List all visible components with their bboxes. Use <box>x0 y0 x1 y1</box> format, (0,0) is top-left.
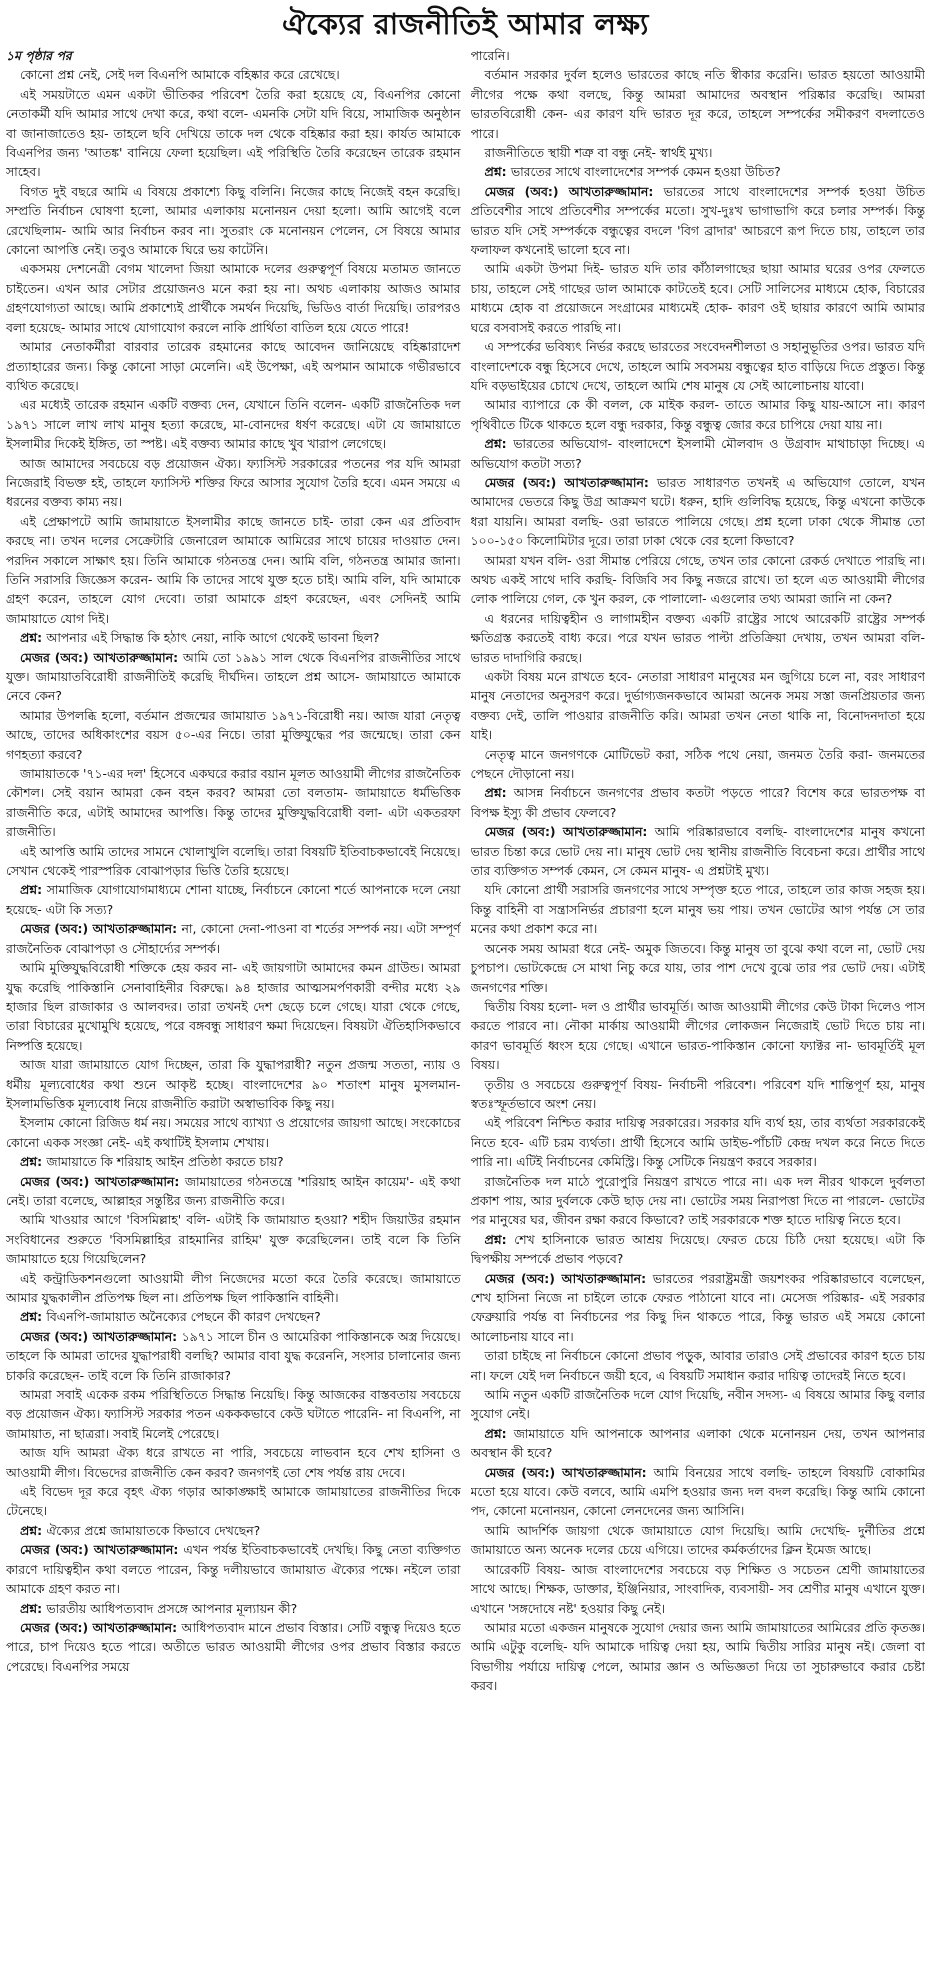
speaker-name: মেজর (অব:) আখতারুজ্জামান <box>484 824 643 840</box>
body-paragraph: আমার মতো একজন মানুষকে সুযোগ দেয়ার জন্য আমি জামায়াতের আমিরের প্রতি কৃতজ্ঞ। আমি এটুকু বলেছি- যদি আমাকে দায়িত্ব দেয়া হয়, আমি দ্বিতীয় সারির মানুষ নই। জেলা বা বিভাগীয় পর্যায়ে দায়িত্ব পেলে, আমার জ্ঞান ও অভিজ্ঞতা দিয়ে তা সুচারুভাবে করার চেষ্টা করব। <box>470 1619 925 1694</box>
body-paragraph: এর মধ্যেই তারেক রহমান একটি বক্তব্য দেন, যেখানে তিনি বলেন- একটি রাজনৈতিক দল ১৯৭১ সালে লাখ লাখ মানুষ হত্যা করেছে, মা-বোনদের ধর্ষণ করেছে। এটা যে জামায়াতে ইসলামীর দিকেই ইঙ্গিত, তা স্পষ্ট। এই বক্তব্য আমার কাছে খুব খারাপ লেগেছে। <box>6 397 461 452</box>
body-paragraph: আজ আমাদের সবচেয়ে বড় প্রয়োজন ঐক্য। ফ্যাসিস্ট সরকারের পতনের পর যদি আমরা নিজেরাই বিভক্ত হই, তাহলে ফ্যাসিস্ট শক্তির ফিরে আসার সুযোগ তৈরি হবে। এমন সময়ে এ ধরনের বক্তব্য কাম্য নয়। <box>6 455 461 510</box>
question-label: প্রশ্ন <box>484 164 502 180</box>
body-paragraph: এই কন্ট্রাডিকশনগুলো আওয়ামী লীগ নিজেদের মতো করে তৈরি করেছে। জামায়াতে আমার যুদ্ধকালীন প্রতিপক্ষ ছিল না। প্রতিপক্ষ ছিল পাকিস্তানি বাহিনী। <box>6 1270 461 1305</box>
interview-question <box>471 1424 926 1463</box>
speaker-colon: : <box>173 1542 184 1558</box>
body-paragraph: আমি আদর্শিক জায়গা থেকে জামায়াতে যোগ দিয়েছি। আমি দেখেছি- দুর্নীতির প্রশ্নে জামায়াতে অন্য অনেক দলের চেয়ে এগিয়ে। তাদের কর্মকর্তাদের ক্লিন ইমেজ আছে। <box>470 1522 925 1558</box>
speaker-colon: : <box>173 649 183 665</box>
interview-answer <box>471 182 926 260</box>
interview-question <box>471 434 926 473</box>
interview-question <box>6 1307 461 1326</box>
question-text: সামাজিক যোগাযোগমাধ্যমে শোনা যাচ্ছে, নির্বাচনে কোনো শর্তে আপনাকে দলে নেয়া হয়েছে- এটা কি সত্য? <box>6 882 461 917</box>
answer-text: আমি তো ১৯৯১ সাল থেকে বিএনপির রাজনীতির সাথে যুক্ত। জামায়াতবিরোধী রাজনীতিই করেছি দীর্ঘদিন। তাহলে প্রশ্ন আসে- জামায়াতে আমাকে নেবে কেন? <box>6 649 461 704</box>
body-paragraph: আজ যারা জামায়াতে যোগ দিচ্ছেন, তারা কি যুদ্ধাপরাধী? নতুন প্রজন্ম সততা, ন্যায় ও ধর্মীয় মূল্যবোধের কথা শুনে আকৃষ্ট হচ্ছে। বাংলাদেশের ৯০ শতাংশ মানুষ মুসলমান- ইসলামভিত্তিক মূল্যবোধ নিয়ে রাজনীতি করাটা অস্বাভাবিক কিছু নয়। <box>6 1057 461 1111</box>
body-paragraph: দ্বিতীয় বিষয় হলো- দল ও প্রার্থীর ভাবমূর্তি। আজ আওয়ামী লীগের কেউ টাকা দিলেও পাস করতে পারবে না। নৌকা মার্কায় আওয়ামী লীগের লোকজন নিজেরাই ভোট দিতে চায় না। কারণ ভাবমূর্তি ধ্বংস হয়ে গেছে। এখানে ভারত-পাকিস্তান কোনো ফ্যাক্টর না- ভাবমূর্তিই মূল বিষয়। <box>470 998 925 1073</box>
interview-answer <box>6 919 461 958</box>
speaker-name: মেজর (অব:) আখতারুজ্জামান <box>484 1464 642 1480</box>
question-label: প্রশ্ন <box>20 882 38 898</box>
question-label: প্রশ্ন <box>20 630 38 646</box>
answer-text: ভারতের পররাষ্ট্রমন্ত্রী জয়শংকর পরিষ্কারভাবে বলেছেন, শেখ হাসিনা নিজে না চাইলে তাকে ফেরত পাঠানো যাবে না। মেসেজ পরিষ্কার- এই সরকার ফেব্রুয়ারি পর্যন্ত বা নির্বাচনের পর কিছু দিন থাকতে পারে, কিন্তু ভারত এই সময়ে কোনো আলোচনায় যাবে না। <box>470 1270 925 1344</box>
speaker-colon: : <box>641 1270 653 1286</box>
body-paragraph: একটা বিষয় মনে রাখতে হবে- নেতারা সাধারণ মানুষের মন জুগিয়ে চলে না, বরং সাধারণ মানুষ নেতাদের অনুসরণ করে। দুর্ভাগ্যজনকভাবে আমরা অনেক সময় সস্তা জনপ্রিয়তার জন্য বক্তব্য দেই, তালি পাওয়ার রাজনীতি করি। আমরা তখন নেতা থাকি না, বিনোদনদাতা হয়ে যাই। <box>470 669 925 743</box>
body-paragraph: আমি একটা উপমা দিই- ভারত যদি তার কাঁঠালগাছের ছায়া আমার ঘরের ওপর ফেলতে চায়, তাহলে সেই গাছের ডাল আমাকে কাটতেই হবে। সেটি সালিসের মাধ্যমে হোক, বিচারের মাধ্যমে হোক বা প্রয়োজনে সংগ্রামের মাধ্যমেই হোক- কারণ ওই ছায়ার কারণে আমি আমার ঘরে বসবাসই করতে পারছি না। <box>470 261 925 335</box>
question-text: ভারতের অভিযোগ- বাংলাদেশে ইসলামী মৌলবাদ ও উগ্রবাদ মাথাচাড়া দিচ্ছে। এ অভিযোগ কতটা সত্য? <box>470 436 925 471</box>
body-paragraph: এ সম্পর্কের ভবিষ্যৎ নির্ভর করছে ভারতের সংবেদনশীলতা ও সহানুভূতির ওপর। ভারত যদি বাংলাদেশকে বন্ধু হিসেবে দেখে, তাহলে আমি সবসময় বন্ধুত্বের হাত বাড়িয়ে দিতে প্রস্তুত। কিন্তু যদি বড়ভাইয়ের চোখে দেখে, তাহলে আমি শেষ মানুষ যে সেই আলোচনায় যাবো। <box>470 339 925 393</box>
interview-answer <box>6 648 461 706</box>
body-paragraph: আমি খাওয়ার আগে 'বিসমিল্লাহ' বলি- এটাই কি জামায়াত হওয়া? শহীদ জিয়াউর রহমান সংবিধানের শুরুতে 'বিসমিল্লাহির রাহমানির রাহিম' যুক্ত করেছিলেন। তাই বলে কি তিনি জামায়াতে হয়ে গিয়েছিলেন? <box>6 1212 461 1267</box>
body-paragraph: এ ধরনের দায়িত্বহীন ও লাগামহীন বক্তব্য একটি রাষ্ট্রের সাথে আরেকটি রাষ্ট্রের সম্পর্ক ক্ষতিগ্রস্ত করতেই বাধ্য করে। পরে যখন ভারত পাল্টা প্রতিক্রিয়া দেখায়, তখন আমরা বলি- ভারত দাদাগিরি করছে। <box>470 610 925 665</box>
body-paragraph: যদি কোনো প্রার্থী সরাসরি জনগণের সাথে সম্পৃক্ত হতে পারে, তাহলে তার কাজ সহজ হয়। কিন্তু বাহিনী বা সন্ত্রাসনির্ভর প্রচারণা হলে মানুষ ভয় পায়। তখন ভোটের আগ পর্যন্ত সে তার মনের কথা প্রকাশ করে না। <box>470 882 925 937</box>
body-paragraph: বর্তমান সরকার দুর্বল হলেও ভারতের কাছে নতি স্বীকার করেনি। ভারত হয়তো আওয়ামী লীগের পক্ষে কথা বলছে, কিন্তু আমরা আমাদের অবস্থান পরিষ্কার করেছি। আমরা ভারতবিরোধী কেন- এর কারণ যদি ভারত দূর করে, তাহলে সম্পর্কের সমীকরণ বদলাতেও পারে। <box>470 67 925 141</box>
speaker-name: মেজর (অব:) আখতারুজ্জামান <box>20 649 174 665</box>
interview-answer <box>471 1463 926 1521</box>
body-paragraph: আজ যদি আমরা ঐক্য ধরে রাখতে না পারি, সবচেয়ে লাভবান হবে শেখ হাসিনা ও আওয়ামী লীগ। বিভেদের রাজনীতি কেন করব? জনগণই তো শেষ পর্যন্ত রায় দেবে। <box>6 1445 461 1480</box>
speaker-colon: : <box>172 921 182 937</box>
body-paragraph: পারেনি। <box>470 48 510 63</box>
interview-answer <box>471 822 926 880</box>
body-paragraph: জামায়াতকে '৭১-এর দল' হিসেবে একঘরে করার বয়ান মূলত আওয়ামী লীগের রাজনৈতিক কৌশল। সেই বয়ান আমরা কেন বহন করব? আমরা তো বলতাম- জামায়াতে ধর্মভিত্তিক রাজনীতি করে, এটাই আমাদের আপত্তি। কিন্তু তাদের মুক্তিযুদ্ধবিরোধী বলা- এটা একতরফা রাজনীতি। <box>6 766 461 840</box>
body-paragraph: রাজনৈতিক দল মাঠে পুরোপুরি নিয়ন্ত্রণ রাখতে পারে না। এক দল নীরব থাকলে দুর্বলতা প্রকাশ পায়, আর দুর্বলকে কেউ ছাড় দেয় না। ভোটের সময় নিরাপত্তা দিতে না পারলে- ভোটের পর মানুষের ঘর, জীবন রক্ষা করবে কিভাবে? তাই সরকারকে শক্ত হাতে দায়িত্ব নিতে হবে। <box>470 1173 925 1228</box>
question-colon: : <box>501 1425 514 1441</box>
speaker-name: মেজর (অব:) আখতারুজ্জামান <box>20 1619 173 1635</box>
speaker-colon: : <box>643 474 657 490</box>
question-label: প্রশ্ন <box>20 1600 38 1616</box>
body-paragraph: ইসলাম কোনো রিজিড ধর্ম নয়। সময়ের সাথে ব্যাখ্যা ও প্রয়োগের জায়গা আছে। সংকোচের কোনো একক সংজ্ঞা নেই- এই কথাটিই ইসলাম শেখায়। <box>6 1115 461 1150</box>
answer-text: আমি বিনয়ের সাথে বলছি- তাহলে বিষয়টি বোকামির মতো হয়ে যাবে। কেউ বলবে, আমি এমপি হওয়ার জন্য দল বদল করেছি। কিন্তু আমি কোনো পদ, কোনো মনোনয়ন, কোনো লেনদেনের জন্য আসিনি। <box>470 1464 925 1519</box>
question-text: আপনার এই সিদ্ধান্ত কি হঠাৎ নেয়া, নাকি আগে থেকেই ভাবনা ছিল? <box>46 630 380 646</box>
question-colon: : <box>37 1309 47 1325</box>
question-text: জামায়াতে যদি আপনাকে আপনার এলাকা থেকে মনোনয়ন দেয়, তখন আপনার অবস্থান কী হবে? <box>470 1425 925 1461</box>
question-text: ভারতের সাথে বাংলাদেশের সম্পর্ক কেমন হওয়া উচিত? <box>510 164 781 180</box>
answer-text: আধিপত্যবাদ মানে প্রভাব বিস্তার। সেটি বন্ধুত্ব দিয়েও হতে পারে, চাপ দিয়েও হতে পারে। অতীতে ভারত আওয়ামী লীগের ওপর প্রভাব বিস্তার করতে পেরেছে। বিএনপির সময়ে <box>6 1619 461 1674</box>
question-label: প্রশ্ন <box>484 1231 502 1247</box>
interview-question <box>471 1230 926 1269</box>
body-paragraph: এই আপত্তি আমি তাদের সামনে খোলাখুলি বলেছি। তারা বিষয়টি ইতিবাচকভাবেই নিয়েছে। সেখান থেকেই পারস্পরিক বোঝাপড়ার ভিত্তি তৈরি হয়েছে। <box>6 843 461 879</box>
body-paragraph: অনেক সময় আমরা ধরে নেই- অমুক জিতবে। কিন্তু মানুষ তা বুঝে কথা বলে না, ভোট দেয় চুপচাপ। ভোটকেন্দ্রে সে মাথা নিচু করে যায়, তার পাশ দেখে বুঝে তার পর ভোট দেয়। এটাই জনগণের শক্তি। <box>470 940 925 995</box>
speaker-colon: : <box>172 1328 182 1344</box>
interview-question <box>6 1521 461 1540</box>
body-paragraph: এই সময়টাতে এমন একটা ভীতিকর পরিবেশ তৈরি করা হয়েছে যে, বিএনপির কোনো নেতাকর্মী যদি আমার সাথে দেখা করে, কথা বলে- এমনকি সেটা যদি বিয়ে, সামাজিক অনুষ্ঠান বা জানাজাতেও হয়- তাহলে ছবি দেখিয়ে তাকে দল থেকে বহিষ্কার করা হয়। কার্যত আমাকে বিএনপির জন্য 'আতঙ্ক' বানিয়ে ফেলা হয়েছিল। এই পরিস্থিতি তৈরি করেছেন তারেক রহমান সাহেব। <box>6 86 461 180</box>
question-text: ভারতীয় আধিপত্যবাদ প্রসঙ্গে আপনার মূল্যায়ন কী? <box>46 1600 298 1616</box>
speaker-colon: : <box>642 824 655 840</box>
question-text: ঐক্যের প্রশ্নে জামায়াতকে কিভাবে দেখছেন? <box>46 1522 261 1538</box>
jump-label: ১ম পৃষ্ঠার পর <box>6 48 72 63</box>
question-label: প্রশ্ন <box>484 1425 502 1441</box>
body-paragraph: এই প্রেক্ষাপটে আমি জামায়াতে ইসলামীর কাছে জানতে চাই- তারা কেন এর প্রতিবাদ করছে না। তখন দলের সেক্রেটারি জেনারেল আমাকে আমিরের সাথে চায়ের দাওয়াত দেন। পরদিন সকালে সাক্ষাৎ হয়। তিনি আমাকে গঠনতন্ত্র দেন। আমি বলি, গঠনতন্ত্র আমার জানা। তিনি সরাসরি জিজ্ঞেস করেন- আমি কি তাদের সাথে যুক্ত হতে চাই। আমি বলি, যদি আমাকে গ্রহণ করেন, তাহলে যোগ দেবো। তারা আমাকে গ্রহণ করেছেন, এবং সেদিনই আমি জামায়াতে যোগ দিই। <box>6 513 461 626</box>
speaker-colon: : <box>172 1619 182 1635</box>
body-paragraph: তৃতীয় ও সবচেয়ে গুরুত্বপূর্ণ বিষয়- নির্বাচনী পরিবেশ। পরিবেশ যদি শান্তিপূর্ণ হয়, মানুষ স্বতঃস্ফূর্তভাবে অংশ নেয়। <box>470 1076 925 1111</box>
body-paragraph: আমি মুক্তিযুদ্ধবিরোধী শক্তিকে হেয় করব না- এই জায়গাটা আমাদের কমন গ্রাউন্ড। আমরা যুদ্ধ করেছি পাকিস্তানি সেনাবাহিনীর বিরুদ্ধে। ৯৪ হাজার আত্মসমর্পণকারী বন্দীর মধ্যে ২৯ হাজার ছিল রাজাকার ও আলবদর। তারা তখনই দেশ ছেড়ে চলে গেছে। যারা থেকে গেছে, তারা বিচারের মুখোমুখি হয়েছে, পরে বঙ্গবন্ধু সাধারণ ক্ষমা দিয়েছেন। বিষয়টা ঐতিহাসিকভাবে নিষ্পত্তি হয়েছে। <box>6 960 461 1053</box>
interview-answer <box>6 1540 461 1598</box>
body-paragraph: বিগত দুই বছরে আমি এ বিষয়ে প্রকাশ্যে কিছু বলিনি। নিজের কাছে নিজেই বহন করেছি। সম্প্রতি নির্বাচন ঘোষণা হলো, আমার এলাকায় মনোনয়ন দেয়া হলো। আমি আগেই বলে রেখেছিলাম- আমি আর নির্বাচন করব না। সুতরাং কে মনোনয়ন পেলেন, সে বিষয়ে আমার কোনো আপত্তি নেই। তবুও আমাকে ঘিরে ভয় কাটেনি। <box>6 183 461 258</box>
interview-question <box>6 1152 461 1171</box>
body-paragraph: রাজনীতিতে স্থায়ী শত্রু বা বন্ধু নেই- স্বার্থই মুখ্য। <box>484 145 713 161</box>
interview-answer <box>6 1618 461 1676</box>
question-text: শেখ হাসিনাকে ভারত আশ্রয় দিয়েছে। ফেরত চেয়ে চিঠি দেয়া হয়েছে। এটা কি দ্বিপক্ষীয় সম্পর্কে প্রভাব পড়বে? <box>470 1231 925 1267</box>
speaker-colon: : <box>641 1464 654 1480</box>
right-column <box>471 46 926 1951</box>
answer-text: এখন পর্যন্ত ইতিবাচকভাবেই দেখছি। কিছু নেতা ব্যক্তিগত কারণে দায়িত্বহীন কথা বলতে পারেন, কিন্তু দলীয়ভাবে জামায়াত ঐক্যের পক্ষে। নইলে তারা আমাকে গ্রহণ করত না। <box>6 1542 461 1597</box>
question-colon: : <box>501 1231 515 1247</box>
interview-question <box>6 1599 461 1618</box>
question-colon: : <box>501 164 511 180</box>
question-colon: : <box>37 1522 47 1538</box>
body-paragraph: এই পরিবেশ নিশ্চিত করার দায়িত্ব সরকারের। সরকার যদি ব্যর্থ হয়, তার ব্যর্থতা সরকারকেই নিতে হবে- এটি চরম ব্যর্থতা। প্রার্থী হিসেবে আমি ডাইভ-পাঁচটি কেন্দ্র দখল করে নিতে দিতে পারি না। এটিই নির্বাচনের কেমিস্ট্রি। কিন্তু সেটিকে নিয়ন্ত্রণ করবে সরকার। <box>470 1115 925 1170</box>
left-column <box>6 46 461 1951</box>
interview-answer <box>471 473 926 551</box>
question-colon: : <box>37 882 47 898</box>
speaker-name: মেজর (অব:) আখতারুজ্জামান <box>484 183 649 199</box>
question-colon: : <box>37 1600 47 1616</box>
speaker-name: মেজর (অব:) আখতারুজ্জামান <box>20 1173 175 1189</box>
interview-answer <box>6 1172 461 1211</box>
body-paragraph: আরেকটি বিষয়- আজ বাংলাদেশের সবচেয়ে বড় শিক্ষিত ও সচেতন শ্রেণী জামায়াতের সাথে আছে। শিক্ষক, ডাক্তার, ইঞ্জিনিয়ার, সাংবাদিক, ব্যবসায়ী- সব শ্রেণীর মানুষ এখানে যুক্ত। এখানে 'সঙ্গদোষে নষ্ট' হওয়ার কিছু নেই। <box>470 1561 925 1616</box>
question-colon: : <box>501 785 514 801</box>
body-paragraph: আমরা সবাই একেক রকম পরিস্থিতিতে সিদ্ধান্ত নিয়েছি। কিন্তু আজকের বাস্তবতায় সবচেয়ে বড় প্রয়োজন ঐক্য। ফ্যাসিস্ট সরকার পতন একককভাবে কেউ ঘটাতে পারেনি- না বিএনপি, না জামায়াত, না ছাত্ররা। সবাই মিলেই পেরেছে। <box>6 1387 461 1441</box>
body-paragraph: কোনো প্রশ্ন নেই, সেই দল বিএনপি আমাকে বহিষ্কার করে রেখেছে। <box>20 67 340 83</box>
question-label: প্রশ্ন <box>484 785 502 801</box>
interview-question <box>471 783 926 822</box>
answer-text: ভারতের সাথে বাংলাদেশের সম্পর্ক হওয়া উচিত প্রতিবেশীর সাথে প্রতিবেশীর সম্পর্কের মতো। সুখ-দুঃখ ভাগাভাগি করে চলার সম্পর্ক। কিন্তু ভারত যদি সেই সম্পর্ককে বন্ধুত্বের বদলে 'বিগ ব্রাদার' আচরণে রূপ দিতে চায়, তাহলে তার ফলাফল কখনোই ভালো হবে না। <box>470 183 925 258</box>
body-paragraph: আমার উপলব্ধি হলো, বর্তমান প্রজন্মের জামায়াত ১৯৭১-বিরোধী নয়। আজ যারা নেতৃত্ব আছে, তাদের অধিকাংশের বয়স ৫০-এর নিচে। তারা মুক্তিযুদ্ধের পর জন্মেছে। তারা কেন গণহত্যা করবে? <box>6 707 461 762</box>
speaker-name: মেজর (অব:) আখতারুজ্জামান <box>484 1270 642 1286</box>
question-text: আসন্ন নির্বাচনে জনগণের প্রভাব কতটা পড়তে পারে? বিশেষ করে ভারতপক্ষ বা বিপক্ষ ইস্যু কী প্রভাব ফেলবে? <box>470 785 925 820</box>
body-paragraph: নেতৃত্ব মানে জনগণকে মোটিভেট করা, সঠিক পথে নেয়া, জনমত তৈরি করা- জনমতের পেছনে দৌড়ানো নয়। <box>470 746 925 782</box>
interview-answer <box>6 1327 461 1385</box>
question-text: বিএনপি-জামায়াত অনৈক্যের পেছনে কী কারণ দেখছেন? <box>46 1309 321 1325</box>
speaker-colon: : <box>174 1173 185 1189</box>
question-label: প্রশ্ন <box>20 1309 38 1325</box>
speaker-name: মেজর (অব:) আখতারুজ্জামান <box>484 474 644 490</box>
question-text: জামায়াতে কি শরিয়াহ আইন প্রতিষ্ঠা করতে চায়? <box>46 1154 284 1170</box>
body-paragraph: আমার নেতাকর্মীরা বারবার তারেক রহমানের কাছে আবেদন জানিয়েছে বহিষ্কারাদেশ প্রত্যাহারের জন্য। কিন্তু কোনো সাড়া মেলেনি। এই উপেক্ষা, এই অপমান আমাকে গভীরভাবে ব্যথিত করেছে। <box>6 339 461 393</box>
interview-question <box>471 162 926 181</box>
question-label: প্রশ্ন <box>20 1154 38 1170</box>
speaker-name: মেজর (অব:) আখতারুজ্জামান <box>20 1542 174 1558</box>
body-paragraph: আমি নতুন একটি রাজনৈতিক দলে যোগ দিয়েছি, নবীন সদস্য- এ বিষয়ে আমার কিছু বলার সুযোগ নেই। <box>470 1387 925 1422</box>
interview-question <box>6 628 461 647</box>
answer-text: আমি পরিষ্কারভাবে বলছি- বাংলাদেশের মানুষ কখনো ভারত চিন্তা করে ভোট দেয় না। মানুষ ভোট দেয় স্থানীয় রাজনীতি বিবেচনা করে। প্রার্থীর সাথে তার ব্যক্তিগত সম্পর্ক কেমন, সে কেমন মানুষ- এ প্রশ্নটাই মুখ্য। <box>470 824 925 879</box>
interview-answer <box>471 1269 926 1347</box>
interview-question <box>6 880 461 919</box>
article-columns <box>6 46 925 1951</box>
question-colon: : <box>37 1154 47 1170</box>
body-paragraph: এই বিভেদ দূর করে বৃহৎ ঐক্য গড়ার আকাঙ্ক্ষাই আমাকে জামায়াতের রাজনীতির দিকে টেনেছে। <box>6 1484 461 1519</box>
answer-text: জামায়াতের গঠনতন্ত্রে 'শরিয়াহ আইন কায়েম'- এই কথা নেই। তারা বলেছে, আল্লাহর সন্তুষ্টির জন্য রাজনীতি করে। <box>6 1173 461 1208</box>
speaker-name: মেজর (অব:) আখতারুজ্জামান <box>20 921 173 937</box>
question-colon: : <box>501 436 514 452</box>
answer-text: ভারত সাধারণত তখনই এ অভিযোগ তোলে, যখন আমাদের ভেতরে কিছু উগ্র আক্রমণ ঘটে। ধরুন, হাদি গুলিবিদ্ধ হয়েছে, কিন্তু এখনো কাউকে ধরা যায়নি। আমরা বলছি- ওরা ভারতে পালিয়ে গেছে। প্রশ্ন হলো ঢাকা থেকে সীমান্ত তো ১০০-১৫০ কিলোমিটার দূরে। তারা ঢাকা থেকে বের হলো কিভাবে? <box>470 474 925 549</box>
question-label: প্রশ্ন <box>484 436 502 452</box>
question-label: প্রশ্ন <box>20 1522 38 1538</box>
body-paragraph: আমার ব্যাপারে কে কী বলল, কে মাইক করল- তাতে আমার কিছু যায়-আসে না। কারণ পৃথিবীতে টিকে থাকতে হলে বন্ধু দরকার, কিন্তু বন্ধুত্ব জোর করে চাপিয়ে দেয়া যায় না। <box>470 397 925 432</box>
body-paragraph: আমরা যখন বলি- ওরা সীমান্ত পেরিয়ে গেছে, তখন তার কোনো রেকর্ড দেখাতে পারছি না। অথচ একই সাথে দাবি করছি- বিজিবি সব কিছু নজরে রাখে। তা হলে এত আওয়ামী লীগের লোক পালিয়ে গেল, কে খুন করল, কে পালালো- এগুলোর তথ্য আমরা জানি না কেন? <box>470 552 925 607</box>
answer-text: ১৯৭১ সালে চীন ও আমেরিকা পাকিস্তানকে অস্ত্র দিয়েছে। তাহলে কি আমরা তাদের যুদ্ধাপরাধী বলছি? আমার বাবা যুদ্ধ করেননি, সংসার চালানোর জন্য চাকরি করেছেন- তাই বলে কি তিনি রাজাকার? <box>6 1328 461 1383</box>
speaker-colon: : <box>648 183 664 199</box>
answer-text: না, কোনো দেনা-পাওনা বা শর্তের সম্পর্ক নয়। এটা সম্পূর্ণ রাজনৈতিক বোঝাপড়া ও সৌহার্দ্যের সম্পর্ক। <box>6 921 461 956</box>
headline: ঐক্যের রাজনীতিই আমার লক্ষ্য <box>282 7 649 41</box>
speaker-name: মেজর (অব:) আখতারুজ্জামান <box>20 1328 173 1344</box>
body-paragraph: একসময় দেশনেত্রী বেগম খালেদা জিয়া আমাকে দলের গুরুত্বপূর্ণ বিষয়ে মতামত জানতে চাইতেন। এখন আর সেটার প্রয়োজনও মনে করা হয় না। অথচ এলাকায় আজও আমার গ্রহণযোগ্যতা আছে। আমি প্রকাশ্যেই প্রার্থীকে সমর্থন দিয়েছি, ভিডিও বার্তা দিয়েছি। তারপরও বলা হয়েছে- আমার সাথে যোগাযোগ করলে নাকি প্রার্থিতা বাতিল হয়ে যেতে পারে! <box>6 261 461 335</box>
body-paragraph: তারা চাইছে না নির্বাচনে কোনো প্রভাব পড়ুক, আবার তারাও সেই প্রভাবের কারণ হতে চায় না। ফলে যেই দল নির্বাচনে জয়ী হবে, এ বিষয়টি সমাধান করার দায়িত্ব তাদেরই নিতে হবে। <box>470 1348 925 1383</box>
question-colon: : <box>37 630 47 646</box>
